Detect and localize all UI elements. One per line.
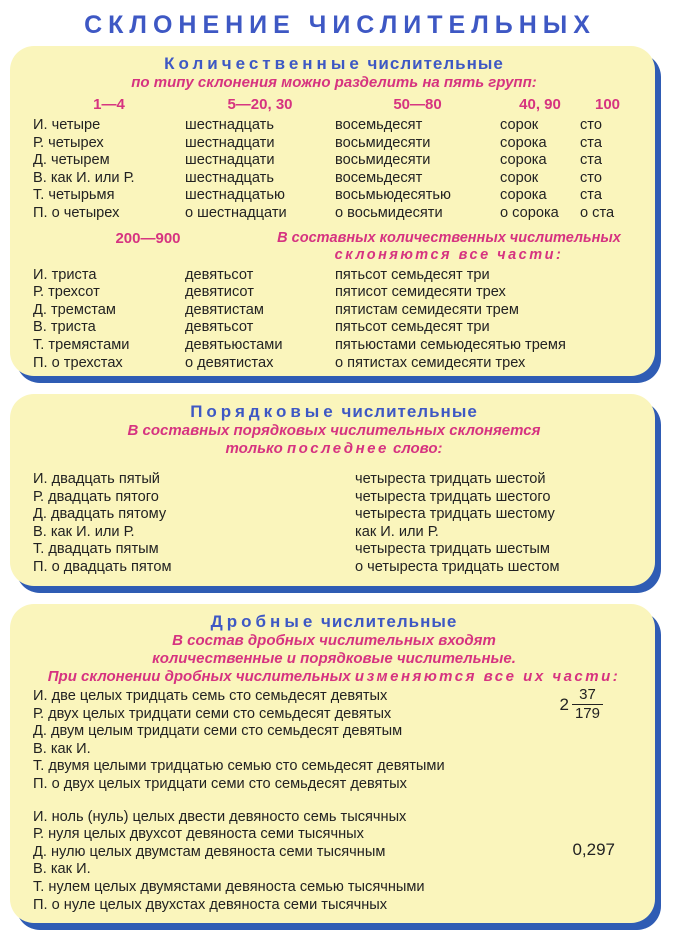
subtitle-line3-prefix: При склонении дробных числительных [47,668,355,685]
group-separator [33,794,635,807]
case-cell: пятьсот семьдесят три [335,319,490,336]
table-row [33,205,635,223]
fractional-group2-table [33,809,635,915]
group-header: 100 [594,96,621,113]
panel-fractional-numerals [10,604,655,923]
subtitle-line2: количественные и порядковые числительные. [152,650,516,667]
case-cell: девятьюстами [185,336,283,353]
case-cell: ста [580,187,602,204]
case-cell: о шестнадцати [185,204,287,221]
panel-ordinal-title-word2: числительные [341,402,478,421]
case-cell: как И. или Р. [355,523,439,540]
case-cell: В. триста [33,319,96,336]
fractional-group1-table [33,688,635,794]
group-header: 1—4 [93,96,125,113]
case-cell: сорока [500,152,547,169]
case-cell: пятисот семидесяти трех [335,284,506,301]
case-cell: сорока [500,134,547,151]
mixed-fraction-example [560,686,604,723]
table-row: Т. нулем целых двумястами девяноста семью тысячными [33,878,425,895]
case-cell: Т. тремястами [33,336,130,353]
case-cell: шестнадцати [185,152,275,169]
case-cell: Р. двадцать пятого [33,488,159,505]
panel-cardinal-title-word2: числительные [367,54,504,73]
case-cell: восьмидесяти [335,152,431,169]
range-label-200-900: 200—900 [115,229,181,247]
case-cell: Р. четырех [33,134,104,151]
ordinal-declension-table [33,471,635,577]
case-cell: девятьсот [185,319,254,336]
decimal-example: 0,297 [572,840,615,859]
case-cell: шестнадцать [185,117,274,133]
case-cell: сто [580,169,602,186]
table-row [33,135,635,153]
fraction-numerator: 37 [572,686,603,705]
case-cell: сорока [500,187,547,204]
panel-ordinal-numerals [10,394,655,586]
group-header: 40, 90 [519,96,561,113]
cardinal-declension-table [33,117,635,223]
case-cell: шестнадцатью [185,187,285,204]
case-cell: о четыреста тридцать шестом [355,558,560,575]
table-row: П. о нуле целых двухстах девяноста семи тысячных [33,896,388,913]
case-cell: П. о двадцать пятом [33,558,172,575]
case-cell: четыреста тридцать шестым [355,541,550,558]
table-row: Д. нулю целых двумстам девяноста семи тысячным [33,843,386,860]
cardinal-200-900-table [33,267,635,373]
note-line1: В составных количественных числительных [277,229,621,246]
case-cell: шестнадцати [185,134,275,151]
compound-cardinal-note [263,230,635,264]
table-row [33,267,635,285]
case-cell: о сорока [500,204,559,221]
fraction-denominator: 179 [574,705,600,722]
fraction-stack [572,686,603,723]
panel-fractional-title-word2: числительные [321,612,458,631]
panel-ordinal-subtitle [33,422,635,458]
case-cell: восемьдесят [335,117,423,133]
fraction-whole: 2 [559,694,569,714]
case-cell: Д. тремстам [33,301,116,318]
subtitle-line2-suffix: слово: [388,440,443,457]
table-row [33,355,635,373]
case-cell: четыреста тридцать шестого [355,488,551,505]
case-cell: о восьмидесяти [335,204,443,221]
table-row: Р. нуля целых двухсот девяноста семи тысячных [33,826,364,843]
case-cell: о ста [580,204,615,221]
table-row [33,559,635,577]
case-cell: ста [580,134,602,151]
table-row: Р. двух целых тридцати семи сто семьдесят девятых [33,705,392,722]
case-cell: П. о четырех [33,204,120,221]
table-row: Д. двум целым тридцати семи сто семьдесят девятым [33,723,403,740]
panel-fractional-title-word1: Дробные [210,612,317,631]
case-cell: пятистам семидесяти трем [335,301,519,318]
table-row [33,170,635,188]
cardinal-group-headers [33,95,635,115]
note-line2: склоняются все части: [334,246,564,263]
subtitle-line1: В состав дробных числительных входят [172,632,496,649]
group-header: 50—80 [393,96,442,113]
case-cell: пятьюстами семьюдесятью тремя [335,336,566,353]
table-row: Т. двумя целыми тридцатью семью сто семьдесят девятыми [33,758,445,775]
case-cell: ста [580,152,602,169]
case-cell: о пятистах семидесяти трех [335,354,526,371]
case-cell: о девятистах [185,354,274,371]
case-cell: четыреста тридцать шестой [355,471,546,487]
subtitle-line1: В составных порядковых числительных склоняется [127,422,541,439]
case-cell: девятисот [185,284,254,301]
case-cell: девятьсот [185,266,254,283]
case-cell: В. как И. или Р. [33,523,135,540]
table-row [33,337,635,355]
case-cell: сорок [500,169,539,186]
table-row [33,302,635,320]
case-cell: восемьдесят [335,169,423,186]
case-cell: четыреста тридцать шестому [355,506,555,523]
table-row: В. как И. [33,740,91,757]
case-cell: П. о трехстах [33,354,123,371]
table-row [33,489,635,507]
subtitle-line2-prefix: только [225,440,287,457]
table-row [33,284,635,302]
case-cell: Т. четырьмя [33,187,115,204]
panel-cardinal-subtitle: по типу склонения можно разделить на пять групп: [131,74,537,91]
table-row: И. ноль (нуль) целых двести девяносто семь тысячных [33,808,407,825]
table-row [33,117,635,135]
table-row: И. две целых тридцать семь сто семьдесят девятых [33,688,388,704]
case-cell: сто [580,117,602,133]
case-cell: сорок [500,117,539,133]
case-cell: Т. двадцать пятым [33,541,159,558]
panel-cardinal-title-word1: Количественные [164,54,363,73]
table-row: П. о двух целых тридцати семи сто семьдесят девятых [33,775,407,792]
table-row [33,524,635,542]
panel-cardinal-numerals [10,46,655,376]
panel-ordinal-title-word1: Порядковые [190,402,337,421]
case-cell: И. триста [33,266,97,283]
panel-ordinal-title [33,402,635,422]
panel-cardinal-title [33,54,635,74]
table-row [33,541,635,559]
table-row [33,187,635,205]
case-cell: И. четыре [33,117,101,133]
subtitle-line2-emph: последнее [286,440,389,457]
case-cell: Д. двадцать пятому [33,506,167,523]
table-row [33,319,635,337]
case-cell: восьмьюдесятью [335,187,451,204]
table-row: В. как И. [33,861,91,878]
subtitle-line3-emph: изменяются все их части: [354,668,621,685]
case-cell: Р. трехсот [33,284,100,301]
case-cell: Д. четырем [33,152,110,169]
table-row [33,471,635,489]
case-cell: восьмидесяти [335,134,431,151]
cardinal-section-200-900-header [33,230,635,264]
table-row [33,152,635,170]
case-cell: девятистам [185,301,264,318]
case-cell: шестнадцать [185,169,274,186]
case-cell: В. как И. или Р. [33,169,135,186]
case-cell: И. двадцать пятый [33,471,160,487]
panel-fractional-subtitle [33,632,635,686]
page-title: СКЛОНЕНИЕ ЧИСЛИТЕЛЬНЫХ [84,11,596,39]
panel-fractional-title [33,612,635,632]
table-row [33,506,635,524]
case-cell: пятьсот семьдесят три [335,266,490,283]
group-header: 5—20, 30 [227,96,293,113]
